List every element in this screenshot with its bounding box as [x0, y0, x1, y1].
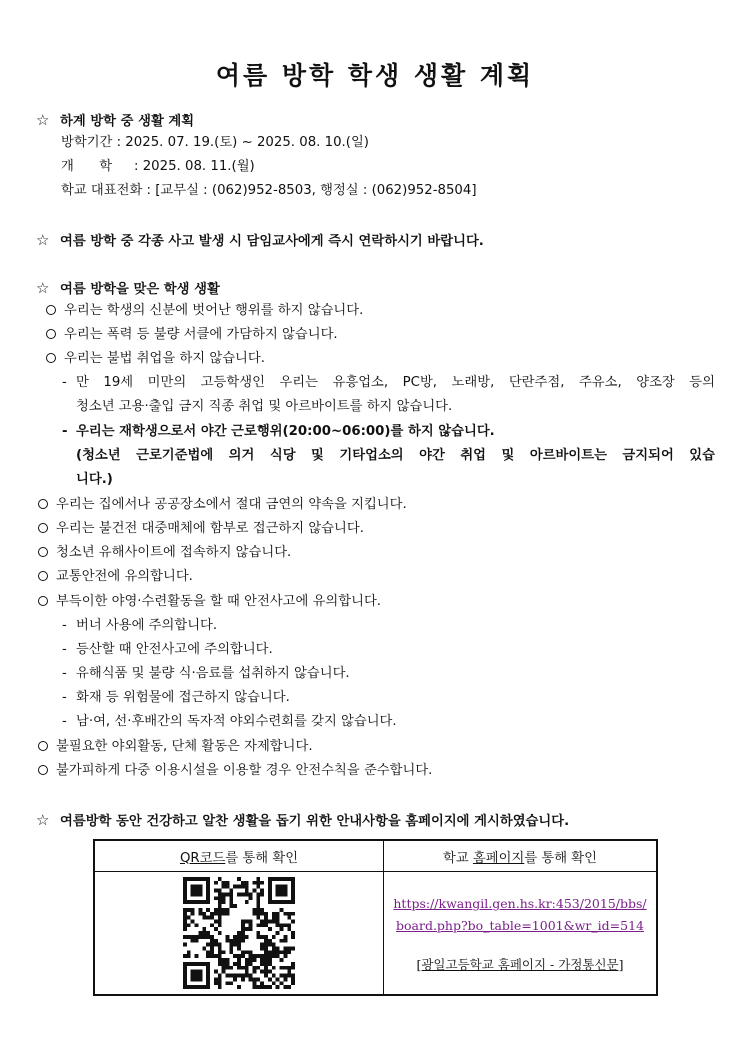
- circle-bullet-icon: [38, 571, 48, 581]
- sub-item: - 버너 사용에 주의합니다.: [62, 618, 218, 633]
- section-heading-homepage: ☆ 여름방학 동안 건강하고 알찬 생활을 돕기 위한 안내사항을 홈페이지에 게시하였습니다.: [36, 811, 570, 829]
- star-icon: ☆: [36, 279, 50, 297]
- star-icon: ☆: [36, 111, 50, 129]
- school-start: 개 학 : 2025. 08. 11.(월): [61, 159, 255, 174]
- night-work-note-cont: 니다.): [76, 472, 113, 487]
- list-item: 청소년 유해사이트에 접속하지 않습니다.: [38, 544, 291, 562]
- circle-bullet-icon: [38, 547, 48, 557]
- circle-bullet-icon: [46, 305, 56, 315]
- list-item: 불필요한 야외활동, 단체 활동은 자제합니다.: [38, 738, 313, 756]
- sub-item: - 화재 등 위험물에 접근하지 않습니다.: [62, 690, 290, 705]
- star-icon: ☆: [36, 811, 50, 829]
- list-item: 우리는 불건전 대중매체에 함부로 접근하지 않습니다.: [38, 520, 364, 538]
- list-item: 부득이한 야영·수련활동을 할 때 안전사고에 유의합니다.: [38, 593, 381, 611]
- section-heading-accident: ☆ 여름 방학 중 각종 사고 발생 시 담임교사에게 즉시 연락하시기 바랍니다.: [36, 231, 484, 249]
- list-item: 우리는 집에서나 공공장소에서 절대 금연의 약속을 지킵니다.: [38, 496, 407, 514]
- list-item: 우리는 불법 취업을 하지 않습니다.: [46, 350, 265, 368]
- homepage-link[interactable]: https://kwangil.gen.hs.kr:453/2015/bbs/board.php?bo_table=1001&wr_id=514: [393, 896, 647, 933]
- sub-item: - 유해식품 및 불량 식·음료를 섭취하지 않습니다.: [62, 666, 350, 681]
- circle-bullet-icon: [38, 596, 48, 606]
- homepage-header: 학교 홈페이지를 통해 확인: [384, 840, 658, 872]
- circle-bullet-icon: [46, 353, 56, 363]
- star-icon: ☆: [36, 231, 50, 249]
- sub-item-employment: - 만 19세 미만의 고등학생인 우리는 유흥업소, PC방, 노래방, 단란주점, 주유소, 양조장 등의: [62, 375, 715, 390]
- circle-bullet-icon: [38, 499, 48, 509]
- list-item: 우리는 학생의 신분에 벗어난 행위를 하지 않습니다.: [46, 302, 363, 320]
- qr-header: QR코드를 통해 확인: [94, 840, 384, 872]
- sub-item: - 등산할 때 안전사고에 주의합니다.: [62, 642, 273, 657]
- section-heading-plan: ☆ 하계 방학 중 생활 계획: [36, 111, 195, 129]
- night-work-note: (청소년 근로기준법에 의거 식당 및 기타업소의 야간 취업 및 아르바이트는 금지되어 있습: [76, 448, 715, 463]
- circle-bullet-icon: [38, 741, 48, 751]
- qr-code-icon[interactable]: [183, 877, 295, 989]
- list-item: 우리는 폭력 등 불량 서클에 가담하지 않습니다.: [46, 326, 338, 344]
- school-phone: 학교 대표전화 : [교무실 : (062)952-8503, 행정실 : (062)952-8504]: [61, 183, 477, 198]
- list-item: 교통안전에 유의합니다.: [38, 568, 193, 586]
- info-table: [93, 839, 658, 996]
- link-cell: [384, 872, 658, 996]
- sub-item-night-work: - 우리는 재학생으로서 야간 근로행위(20:00~06:00)를 하지 않습니다.: [62, 424, 495, 439]
- vacation-period: 방학기간 : 2025. 07. 19.(토) ~ 2025. 08. 10.(일): [61, 135, 369, 150]
- list-item: 불가피하게 다중 이용시설을 이용할 경우 안전수칙을 준수합니다.: [38, 762, 432, 780]
- board-label: [광일고등학교 홈페이지 - 가정통신문]: [416, 957, 624, 972]
- circle-bullet-icon: [38, 765, 48, 775]
- section-heading-student-life: ☆ 여름 방학을 맞은 학생 생활: [36, 279, 220, 297]
- circle-bullet-icon: [38, 523, 48, 533]
- sub-item: - 남·여, 선·후배간의 독자적 야외수련회를 갖지 않습니다.: [62, 714, 397, 729]
- page-title: 여름 방학 학생 생활 계획: [215, 61, 535, 90]
- qr-cell: [94, 872, 384, 996]
- sub-item-employment-cont: 청소년 고용·출입 금지 직종 취업 및 아르바이트를 하지 않습니다.: [76, 399, 453, 414]
- circle-bullet-icon: [46, 329, 56, 339]
